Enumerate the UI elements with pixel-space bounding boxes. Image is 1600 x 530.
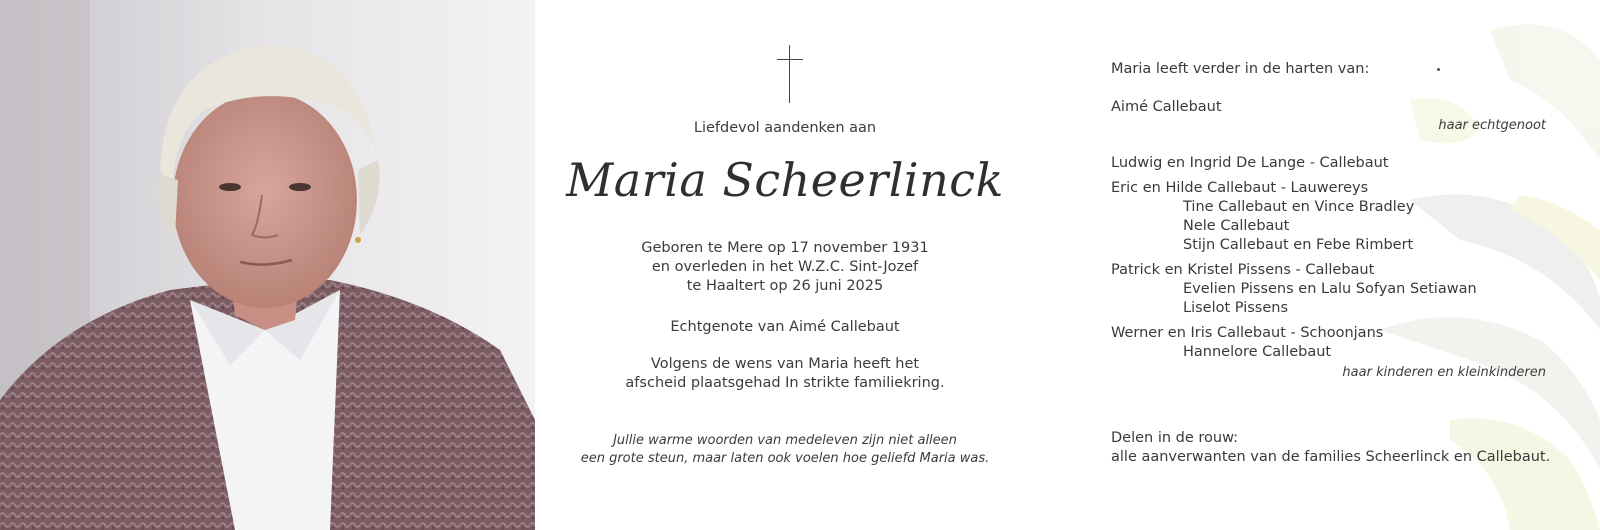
- intro-text: Liefdevol aandenken aan: [693, 120, 877, 136]
- mourning-text: alle aanverwanten van de families Scheerlinck en Callebaut.: [1111, 449, 1551, 465]
- child-family: Werner en Iris Callebaut - Schoonjans: [1111, 325, 1384, 341]
- child-family: Ludwig en Ingrid De Lange - Callebaut: [1111, 155, 1389, 171]
- child-family: Eric en Hilde Callebaut - Lauwereys: [1111, 180, 1369, 196]
- children-list: [1111, 154, 1477, 362]
- grandchild: Stijn Callebaut en Febe Rimbert: [1183, 237, 1414, 253]
- child-family: Patrick en Kristel Pissens - Callebaut: [1111, 262, 1375, 278]
- grandchild: Nele Callebaut: [1183, 218, 1290, 234]
- funeral-wish: [560, 355, 1010, 393]
- birth-death-info: [560, 239, 1010, 296]
- birth-line: Geboren te Mere op 17 november 1931: [641, 240, 929, 256]
- cross-icon: [777, 45, 803, 103]
- closing-quote: [560, 432, 1010, 468]
- death-place-line: te Haaltert op 26 juni 2025: [686, 278, 884, 294]
- spouse-role: haar echtgenoot: [1438, 118, 1546, 133]
- grandchild: Tine Callebaut en Vince Bradley: [1183, 199, 1415, 215]
- mourning-heading: Delen in de rouw:: [1111, 430, 1239, 446]
- grandchild: Liselot Pissens: [1183, 300, 1289, 316]
- grandchild: Hannelore Callebaut: [1183, 344, 1332, 360]
- mourning-section: [1111, 429, 1550, 467]
- wish-line: afscheid plaatsgehad In strikte familiekring.: [625, 375, 945, 391]
- grandchild: Evelien Pissens en Lalu Sofyan Setiawan: [1183, 281, 1477, 297]
- deceased-name: Maria Scheerlinck: [566, 153, 1004, 207]
- wish-line: Volgens de wens van Maria heeft het: [650, 356, 920, 372]
- portrait-photo: [0, 0, 535, 530]
- quote-line: Jullie warme woorden van medeleven zijn niet alleen: [613, 433, 957, 448]
- spouse-name: Aimé Callebaut: [1111, 99, 1222, 115]
- speck-dot: [1437, 68, 1440, 71]
- quote-line: een grote steun, maar laten ook voelen hoe geliefd Maria was.: [580, 451, 990, 466]
- spouse-line: Echtgenote van Aimé Callebaut: [670, 319, 900, 335]
- children-role: haar kinderen en kleinkinderen: [1342, 365, 1546, 380]
- family-heading: Maria leeft verder in de harten van:: [1111, 61, 1370, 77]
- death-line: en overleden in het W.Z.C. Sint-Jozef: [651, 259, 919, 275]
